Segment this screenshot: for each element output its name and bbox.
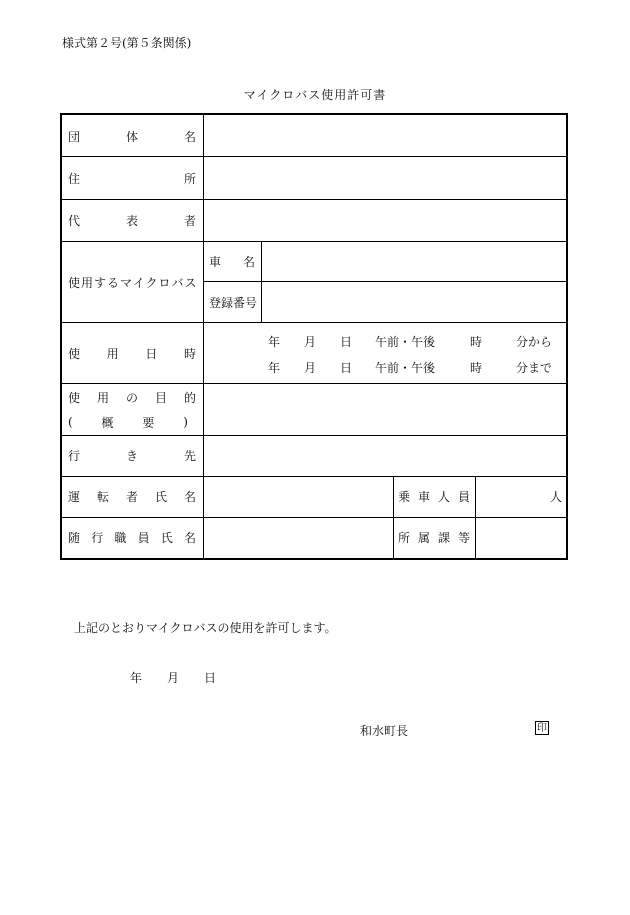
label-passenger-count: 乗 車 人 員 [398, 489, 470, 504]
row-divider [62, 156, 566, 157]
seal-mark: 印 [537, 723, 547, 734]
row-divider [62, 322, 566, 323]
datetime-month: 月 [304, 335, 317, 349]
row-divider [203, 281, 566, 282]
label-destination: 行 き 先 [68, 448, 196, 463]
label-representative: 代 表 者 [68, 213, 196, 228]
passenger-unit: 人 [550, 490, 563, 504]
label-group-name: 団 体 名 [68, 129, 196, 144]
label-purpose: 使 用 の 目 的 [68, 390, 196, 405]
label-purpose-summary: ( 概 要 ) [68, 415, 188, 430]
row-divider [62, 383, 566, 384]
label-microbus: 使用するマイクロバス [68, 276, 198, 290]
document-title: マイクロバス使用許可書 [243, 88, 387, 102]
row-divider [62, 517, 566, 518]
label-driver-name: 運 転 者 氏 名 [68, 489, 196, 504]
column-divider [203, 115, 204, 558]
label-usage-datetime: 使 用 日 時 [68, 346, 196, 361]
permit-form-table [60, 113, 568, 560]
closing-statement: 上記のとおりマイクロバスの使用を許可します。 [74, 621, 337, 635]
datetime-day: 日 [340, 361, 353, 375]
datetime-ampm: 午前・午後 [375, 361, 436, 375]
datetime-from: 分から [516, 335, 553, 349]
column-divider [261, 241, 262, 322]
datetime-to: 分まで [516, 361, 553, 375]
row-divider [62, 241, 566, 242]
label-registration-number: 登録番号 [209, 296, 258, 310]
form-number: 様式第２号(第５条関係) [62, 36, 192, 50]
label-vehicle-name: 車 名 [209, 254, 255, 269]
row-divider [62, 476, 566, 477]
column-divider [475, 476, 476, 558]
issuer-name: 和水町長 [360, 724, 409, 738]
datetime-hour: 時 [470, 335, 483, 349]
label-staff-name: 随 行 職 員 氏 名 [68, 530, 196, 545]
datetime-month: 月 [304, 361, 317, 375]
datetime-hour: 時 [470, 361, 483, 375]
label-department: 所 属 課 等 [398, 530, 470, 545]
row-divider [62, 199, 566, 200]
datetime-year: 年 [268, 335, 281, 349]
issue-date: 年 月 日 [130, 671, 216, 685]
label-address: 住 所 [68, 171, 196, 186]
datetime-ampm: 午前・午後 [375, 335, 436, 349]
row-divider [62, 435, 566, 436]
datetime-year: 年 [268, 361, 281, 375]
datetime-day: 日 [340, 335, 353, 349]
column-divider [393, 476, 394, 558]
